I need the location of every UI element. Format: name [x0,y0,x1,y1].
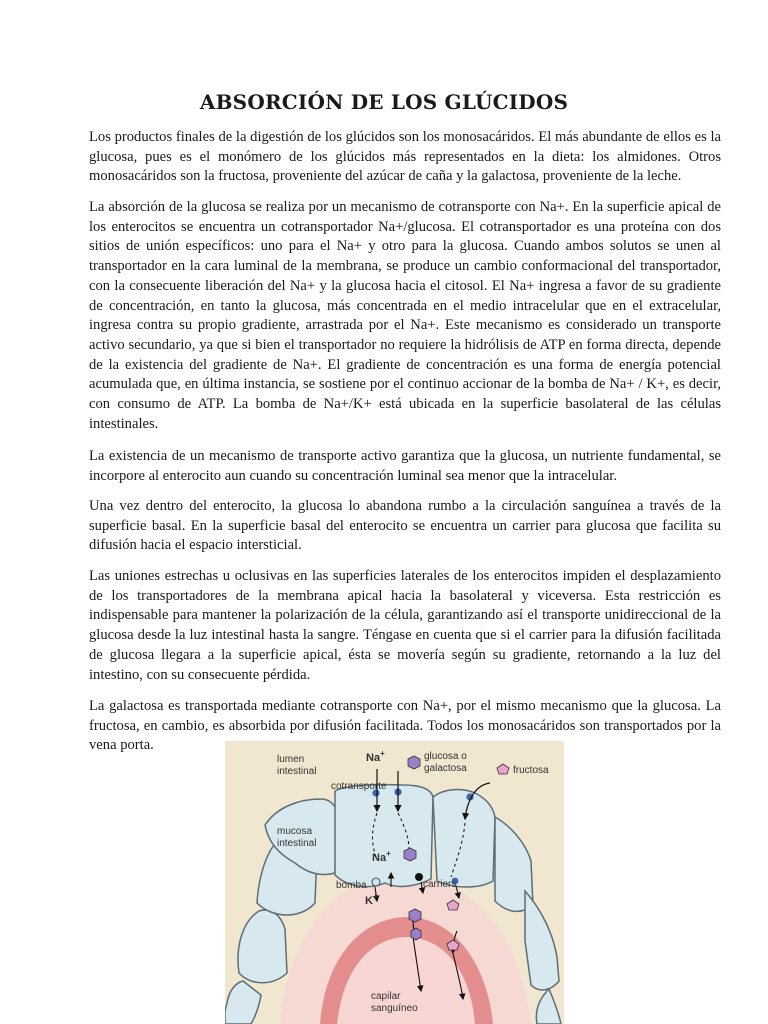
paragraph-tight-junctions: Las uniones estrechas u oclusivas en las superficies laterales de los enterocitos impiden el desplazamiento de los transportadores de la membrana apical hacia la basolateral y viceversa. Esta restricción es indispensable para mantener la polarización de la célula, garantizando así el transporte unidireccional de la glucosa desde la luz intestinal hasta la sangre. Téngase en cuenta que si el carrier para la difusión facilitada de glucosa llegara a la superficie apical, ésta se movería según su gradiente, retornando a la luz del intestino, con su consecuente pérdida. [89,568,721,683]
mucosa-label: mucosa intestinal [277,826,317,849]
cell-right-center [433,790,495,887]
paragraph-active-transport: La existencia de un mecanismo de transporte activo garantiza que la glucosa, un nutriente fundamental, se incorpore al enterocito aun cuando su concentración luminal sea menor que la intracelular. [89,448,721,484]
na-inside-label: Na+ [372,849,391,864]
glucose-interstitial-icon [409,909,421,922]
paragraph-intro: Los productos finales de la digestión de los glúcidos son los monosacáridos. El más abundante de ellos es la glucosa, pues es el monómero de los glúcidos más representados en la dieta: los almidones. Otros monosacáridos son la fructosa, proveniente del azúcar de caña y la galactosa, proveniente de la leche. [89,129,721,185]
pump-label: bomba [336,880,367,891]
glucose-capillary-icon [411,928,421,940]
na-k-pump [372,878,380,886]
na-top-label: Na+ [366,749,385,764]
paragraph-cotransport: La absorción de la glucosa se realiza por un mecanismo de cotransporte con Na+. En la superficie apical de los enterocitos se encuentra un cotransportador Na+/glucosa. El cotransportador es una proteína con dos sitios de unión específicos: uno para el Na+ y otro para la glucosa. Cuando ambos solutos se unen al transportador en la cara luminal de la membrana, se produce un cambio conformacional del transportador, con la consecuente liberación del Na+ y la glucosa hacia el citosol. El Na+ ingresa a favor de su gradiente de concentración, en tanto la glucosa, más concentrada en el medio intracelular que en el extracelular, ingresa contra su propio gradiente, arrastrada por el Na+. Este mecanismo es considerado un transporte activo secundario, ya que si bien el transportador no requiere la hidrólisis de ATP en forma directa, depende de la existencia del gradiente de Na+. El gradiente de concentración es una forma de energía potencial acumulada que, en última instancia, se sostiene por el continuo accionar de la bomba de Na+ / K+, es decir, con consumo de ATP. La bomba de Na+/K+ está ubicada en la superficie basolateral de las células intestinales. [89,199,721,432]
cotransport-label: cotransporte [331,781,387,792]
glucose-legend-icon [408,756,420,769]
absorption-diagram [225,741,564,1024]
lumen-label: lumen intestinal [277,754,317,777]
document-title: ABSORCIÓN DE LOS GLÚCIDOS [199,90,569,114]
paragraph-galactose-fructose: La galactosa es transportada mediante cotransporte con Na+, por el mismo mecanismo que la glucosa. La fructosa, en cambio, es absorbida por difusión facilitada. Todos los monosacáridos son transportados por la vena porta. [89,698,721,754]
k-label: K+ [365,892,378,907]
paragraph-basal-carrier: Una vez dentro del enterocito, la glucosa lo abandona rumbo a la circulación sanguínea a través de la superficie basal. En la superficie basal del enterocito se encuentra un carrier para glucosa que facilita su difusión hacia el espacio intersticial. [89,498,721,554]
carriers-label: carriers [423,879,457,890]
glucose-carrier [415,873,423,881]
cell-center [335,785,433,887]
capillary-label: capilar sanguíneo [371,991,418,1014]
glucose-legend-label: glucosa o galactosa [424,751,467,774]
fructose-legend-label: fructosa [513,765,549,776]
glucose-inside-icon [404,848,416,861]
